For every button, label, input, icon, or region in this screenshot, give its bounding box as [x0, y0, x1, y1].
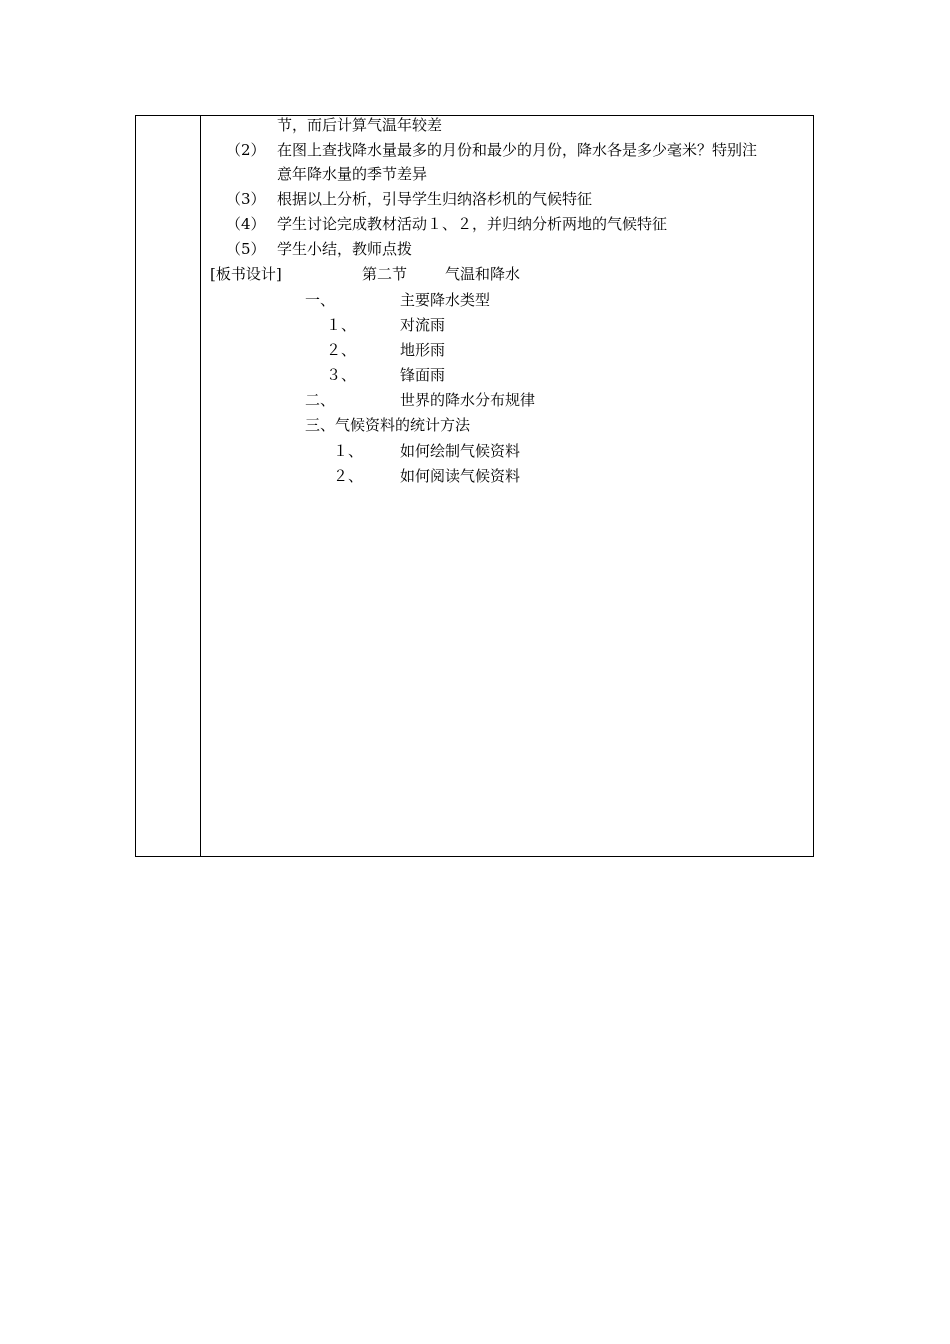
outline-i3-number: ３、: [326, 366, 357, 384]
outline-i2-number: ２、: [326, 341, 357, 359]
step5-number: （5）: [226, 240, 266, 258]
outline-ii-text: 世界的降水分布规律: [400, 391, 536, 409]
step2-text: 在图上查找降水量最多的月份和最少的月份，降水各是多少毫米？特别注: [277, 141, 758, 159]
outline-iii1-number: １、: [333, 442, 364, 460]
step5-text: 学生小结，教师点拨: [277, 240, 413, 258]
outline-iii1-text: 如何绘制气候资料: [400, 442, 521, 460]
board-design-label: [板书设计]: [210, 265, 282, 283]
step2-number: （2）: [226, 141, 266, 159]
table-column-divider: [200, 115, 201, 857]
outline-i1-text: 对流雨: [400, 316, 446, 334]
step4-number: （4）: [226, 215, 266, 233]
outline-iii2-text: 如何阅读气候资料: [400, 467, 521, 485]
outline-i3-text: 锋面雨: [400, 366, 446, 384]
board-title: 气温和降水: [445, 265, 521, 283]
outline-i-number: 一、: [305, 291, 336, 309]
outline-i1-number: １、: [326, 316, 357, 334]
step4-text: 学生讨论完成教材活动１、２，并归纳分析两地的气候特征: [277, 215, 668, 233]
board-section: 第二节: [362, 265, 408, 283]
step3-number: （3）: [226, 190, 266, 208]
outline-ii-number: 二、: [305, 391, 336, 409]
outline-i2-text: 地形雨: [400, 341, 446, 359]
outline-i-text: 主要降水类型: [400, 291, 491, 309]
step2-text-continued: 意年降水量的季节差异: [277, 165, 428, 183]
step3-text: 根据以上分析，引导学生归纳洛杉机的气候特征: [277, 190, 593, 208]
step1-continuation: 节，而后计算气温年较差: [277, 116, 443, 134]
outline-iii-text: 三、气候资料的统计方法: [305, 416, 471, 434]
outline-iii2-number: ２、: [333, 467, 364, 485]
